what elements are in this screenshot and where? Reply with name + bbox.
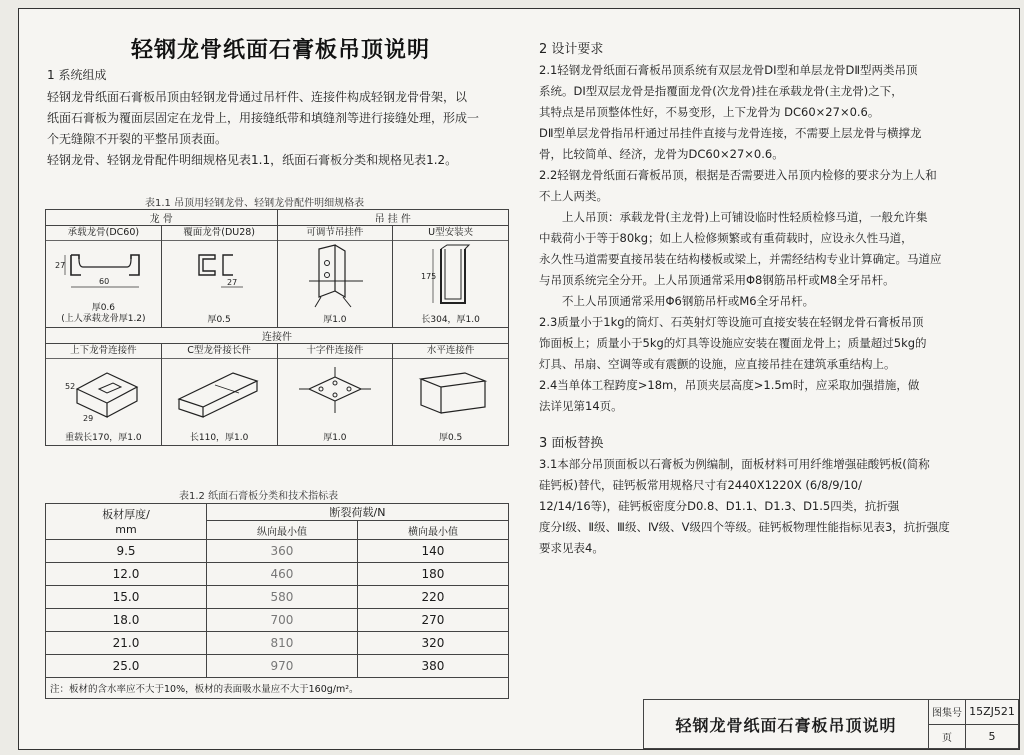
cell-transverse: 140 — [357, 540, 508, 563]
dim-label: 52 — [65, 382, 76, 391]
u-clip-icon — [395, 241, 507, 311]
section-1-line: 纸面石膏板为覆面层固定在龙骨上，用接缝纸带和填缝剂等进行接缝处理，形成一 — [47, 111, 480, 125]
part-spec: 厚0.6 (上人承载龙骨厚1.2) — [61, 303, 146, 324]
table-row — [46, 586, 509, 609]
para-3-1-line: 3.1本部分吊顶面板以石膏板为例编制，面板材料可用纤维增强硅酸钙板(简称 — [539, 457, 930, 471]
title-block-atlas-no: 15ZJ521 — [966, 700, 1019, 725]
main-keel-drawing — [46, 241, 161, 327]
table-2-header-thickness: 板材厚度/ mm — [46, 504, 207, 540]
hanger-drawing — [278, 241, 393, 327]
cell-longitudinal: 700 — [207, 609, 358, 632]
section-1-heading: 1 系统组成 — [47, 68, 107, 82]
keel-connector-icon — [47, 359, 159, 431]
part-spec: 长110，厚1.0 — [189, 433, 249, 443]
cross-connector-drawing — [46, 359, 161, 445]
table-1-cell — [46, 344, 162, 446]
part-spec: 厚1.0 — [323, 433, 347, 443]
table-1-cell — [393, 344, 509, 446]
para-3-1-line: 要求见表4。 — [539, 541, 604, 555]
section-2-heading: 2 设计要求 — [539, 42, 604, 57]
table-2-header-longitudinal: 纵向最小值 — [207, 521, 358, 540]
cell-thickness: 21.0 — [46, 632, 207, 655]
cover-keel-profile-icon — [163, 241, 275, 301]
table-1-group-hanger: 吊 挂 件 — [277, 210, 509, 226]
cell-thickness: 18.0 — [46, 609, 207, 632]
para-2-2-line: 永久性马道需要直接吊装在结构楼板或梁上，并需经结构专业计算确定。马道应 — [539, 252, 942, 266]
table-row — [46, 609, 509, 632]
part-spec: 长304，厚1.0 — [421, 315, 480, 325]
dim-label: 60 — [99, 277, 110, 286]
cell-transverse: 380 — [357, 655, 508, 678]
cell-longitudinal: 360 — [207, 540, 358, 563]
title-block-page-label: 页 — [929, 724, 966, 749]
cell-transverse: 180 — [357, 563, 508, 586]
para-2-1-line: 骨，比较简单、经济，龙骨为DC60×27×0.6。 — [539, 147, 784, 161]
table-1-cell — [161, 226, 277, 328]
table-2 — [45, 503, 509, 699]
dim-label: 27 — [227, 278, 238, 287]
table-row — [46, 563, 509, 586]
para-2-4-line: 2.4当单体工程跨度>18m，吊顶夹层高度>1.5m时，应采取加强措施，做 — [539, 378, 920, 392]
dim-label: 27 — [55, 261, 66, 270]
title-block-atlas-label: 图集号 — [929, 700, 966, 725]
main-keel-profile-icon — [47, 241, 159, 301]
section-1-body — [47, 87, 507, 171]
table-1-cell — [161, 344, 277, 446]
para-2-2-line: 与吊顶系统完全分开。上人吊顶通常采用Φ8钢筋吊杆或M8全牙吊杆。 — [539, 273, 895, 287]
table-2-header-transverse: 横向最小值 — [357, 521, 508, 540]
para-2-2-line: 2.2轻钢龙骨纸面石膏板吊顶，根据是否需要进入吊顶内检修的要求分为上人和 — [539, 168, 937, 182]
para-2-4-line: 法详见第14页。 — [539, 399, 623, 413]
section-1-line: 轻钢龙骨纸面石膏板吊顶由轻钢龙骨通过吊杆件、连接件构成轻钢龙骨骨架，以 — [47, 90, 468, 104]
cell-thickness: 25.0 — [46, 655, 207, 678]
table-row — [46, 540, 509, 563]
para-2-1-line: 系统。DI型双层龙骨是指覆面龙骨(次龙骨)挂在承载龙骨(主龙骨)之下， — [539, 84, 903, 98]
part-spec: 厚0.5 — [207, 315, 231, 325]
cross-piece-drawing — [278, 359, 393, 445]
part-name: 可调节吊挂件 — [278, 226, 393, 241]
section-1-line: 轻钢龙骨、轻钢龙骨配件明细规格见表1.1，纸面石膏板分类和规格见表1.2。 — [47, 153, 458, 167]
part-name: 上下龙骨连接件 — [46, 344, 161, 359]
para-2-2-line: 不上人吊顶通常采用Φ6钢筋吊杆或M6全牙吊杆。 — [562, 294, 815, 308]
section-3-heading: 3 面板替换 — [539, 436, 604, 451]
para-2-2-line: 不上人两类。 — [539, 189, 608, 203]
table-1-group-connect: 连接件 — [46, 328, 509, 344]
part-name: C型龙骨接长件 — [162, 344, 277, 359]
drawing-sheet — [18, 8, 1020, 750]
part-name: U型安装夹 — [393, 226, 508, 241]
title-block-page-no: 5 — [966, 724, 1019, 749]
title-block-name: 轻钢龙骨纸面石膏板吊顶说明 — [644, 700, 929, 749]
part-name: 承载龙骨(DC60) — [46, 226, 161, 241]
table-1-cell — [393, 226, 509, 328]
table-2-header-group: 断裂荷载/N — [207, 504, 509, 521]
section-1-line: 个无缝隙不开裂的平整吊顶表面。 — [47, 132, 228, 146]
horizontal-connector-icon — [395, 359, 507, 425]
table-row — [46, 632, 509, 655]
page-title: 轻钢龙骨纸面石膏板吊顶说明 — [131, 38, 431, 63]
right-column — [539, 39, 1009, 559]
cell-transverse: 270 — [357, 609, 508, 632]
para-2-3-line: 灯具、吊扇、空调等或有震颤的设施，应直接吊挂在建筑承重结构上。 — [539, 357, 896, 371]
u-clip-drawing — [393, 241, 508, 327]
cell-longitudinal: 460 — [207, 563, 358, 586]
table-1-cell — [46, 226, 162, 328]
para-3-1-line: 度分Ⅰ级、Ⅱ级、Ⅲ级、Ⅳ级、Ⅴ级四个等级。硅钙板物理性能指标见表3，抗折强度 — [539, 520, 950, 534]
horizontal-connector-drawing — [393, 359, 508, 445]
dim-label: 175 — [420, 272, 436, 281]
extension-connector-drawing — [162, 359, 277, 445]
para-2-1-line: DⅡ型单层龙骨指吊杆通过吊挂件直接与龙骨连接，不需要上层龙骨与横撑龙 — [539, 126, 922, 140]
table-1-cell — [277, 226, 393, 328]
cell-transverse: 220 — [357, 586, 508, 609]
cover-keel-drawing — [162, 241, 277, 327]
c-keel-splice-icon — [163, 359, 275, 423]
table-1-caption: 表1.1 吊顶用轻钢龙骨、轻钢龙骨配件明细规格表 — [145, 198, 365, 209]
adjustable-hanger-icon — [279, 241, 391, 313]
cell-longitudinal: 970 — [207, 655, 358, 678]
part-spec: 厚0.5 — [438, 433, 463, 443]
para-3-1-line: 硅钙板)替代，硅钙板常用规格尺寸有2440X1220X (6/8/9/10/ — [539, 478, 862, 492]
table-2-caption: 表1.2 纸面石膏板分类和技术指标表 — [179, 491, 339, 502]
para-3-1-line: 12/14/16等)，硅钙板密度分D0.8、D1.1、D1.3、D1.5四类，抗折强 — [539, 499, 900, 513]
table-1-cell — [277, 344, 393, 446]
para-2-2-line: 中载荷小于等于80kg；如上人检修频繁或有重荷载时，应设永久性马道， — [539, 231, 913, 245]
cross-connector-icon — [279, 359, 391, 425]
part-name: 水平连接件 — [393, 344, 508, 359]
table-row — [46, 655, 509, 678]
para-2-2-line: 上人吊顶：承载龙骨(主龙骨)上可铺设临时性轻质检修马道，一般允许集 — [562, 210, 928, 224]
part-name: 十字件连接件 — [278, 344, 393, 359]
para-2-1-line: 其特点是吊顶整体性好，不易变形，上下龙骨为 DC60×27×0.6。 — [539, 105, 880, 119]
title-block — [643, 699, 1019, 749]
table-1 — [45, 209, 509, 446]
dim-label: 29 — [83, 414, 94, 423]
table-2-note: 注：板材的含水率应不大于10%，板材的表面吸水量应不大于160g/m²。 — [46, 678, 509, 699]
part-name: 覆面龙骨(DU28) — [162, 226, 277, 241]
cell-thickness: 12.0 — [46, 563, 207, 586]
para-2-3-line: 饰面板上；质量小于5kg的灯具等设施应安装在覆面龙骨上；质量超过5kg的 — [539, 336, 927, 350]
part-spec: 重载长170，厚1.0 — [65, 433, 142, 443]
part-spec: 厚1.0 — [323, 315, 347, 325]
cell-longitudinal: 580 — [207, 586, 358, 609]
cell-longitudinal: 810 — [207, 632, 358, 655]
para-2-1-line: 2.1轻钢龙骨纸面石膏板吊顶系统有双层龙骨DI型和单层龙骨DⅡ型两类吊顶 — [539, 63, 918, 77]
cell-transverse: 320 — [357, 632, 508, 655]
cell-thickness: 9.5 — [46, 540, 207, 563]
para-2-3-line: 2.3质量小于1kg的筒灯、石英射灯等设施可直接安装在轻钢龙骨石膏板吊顶 — [539, 315, 924, 329]
cell-thickness: 15.0 — [46, 586, 207, 609]
table-1-group-keel: 龙 骨 — [46, 210, 278, 226]
